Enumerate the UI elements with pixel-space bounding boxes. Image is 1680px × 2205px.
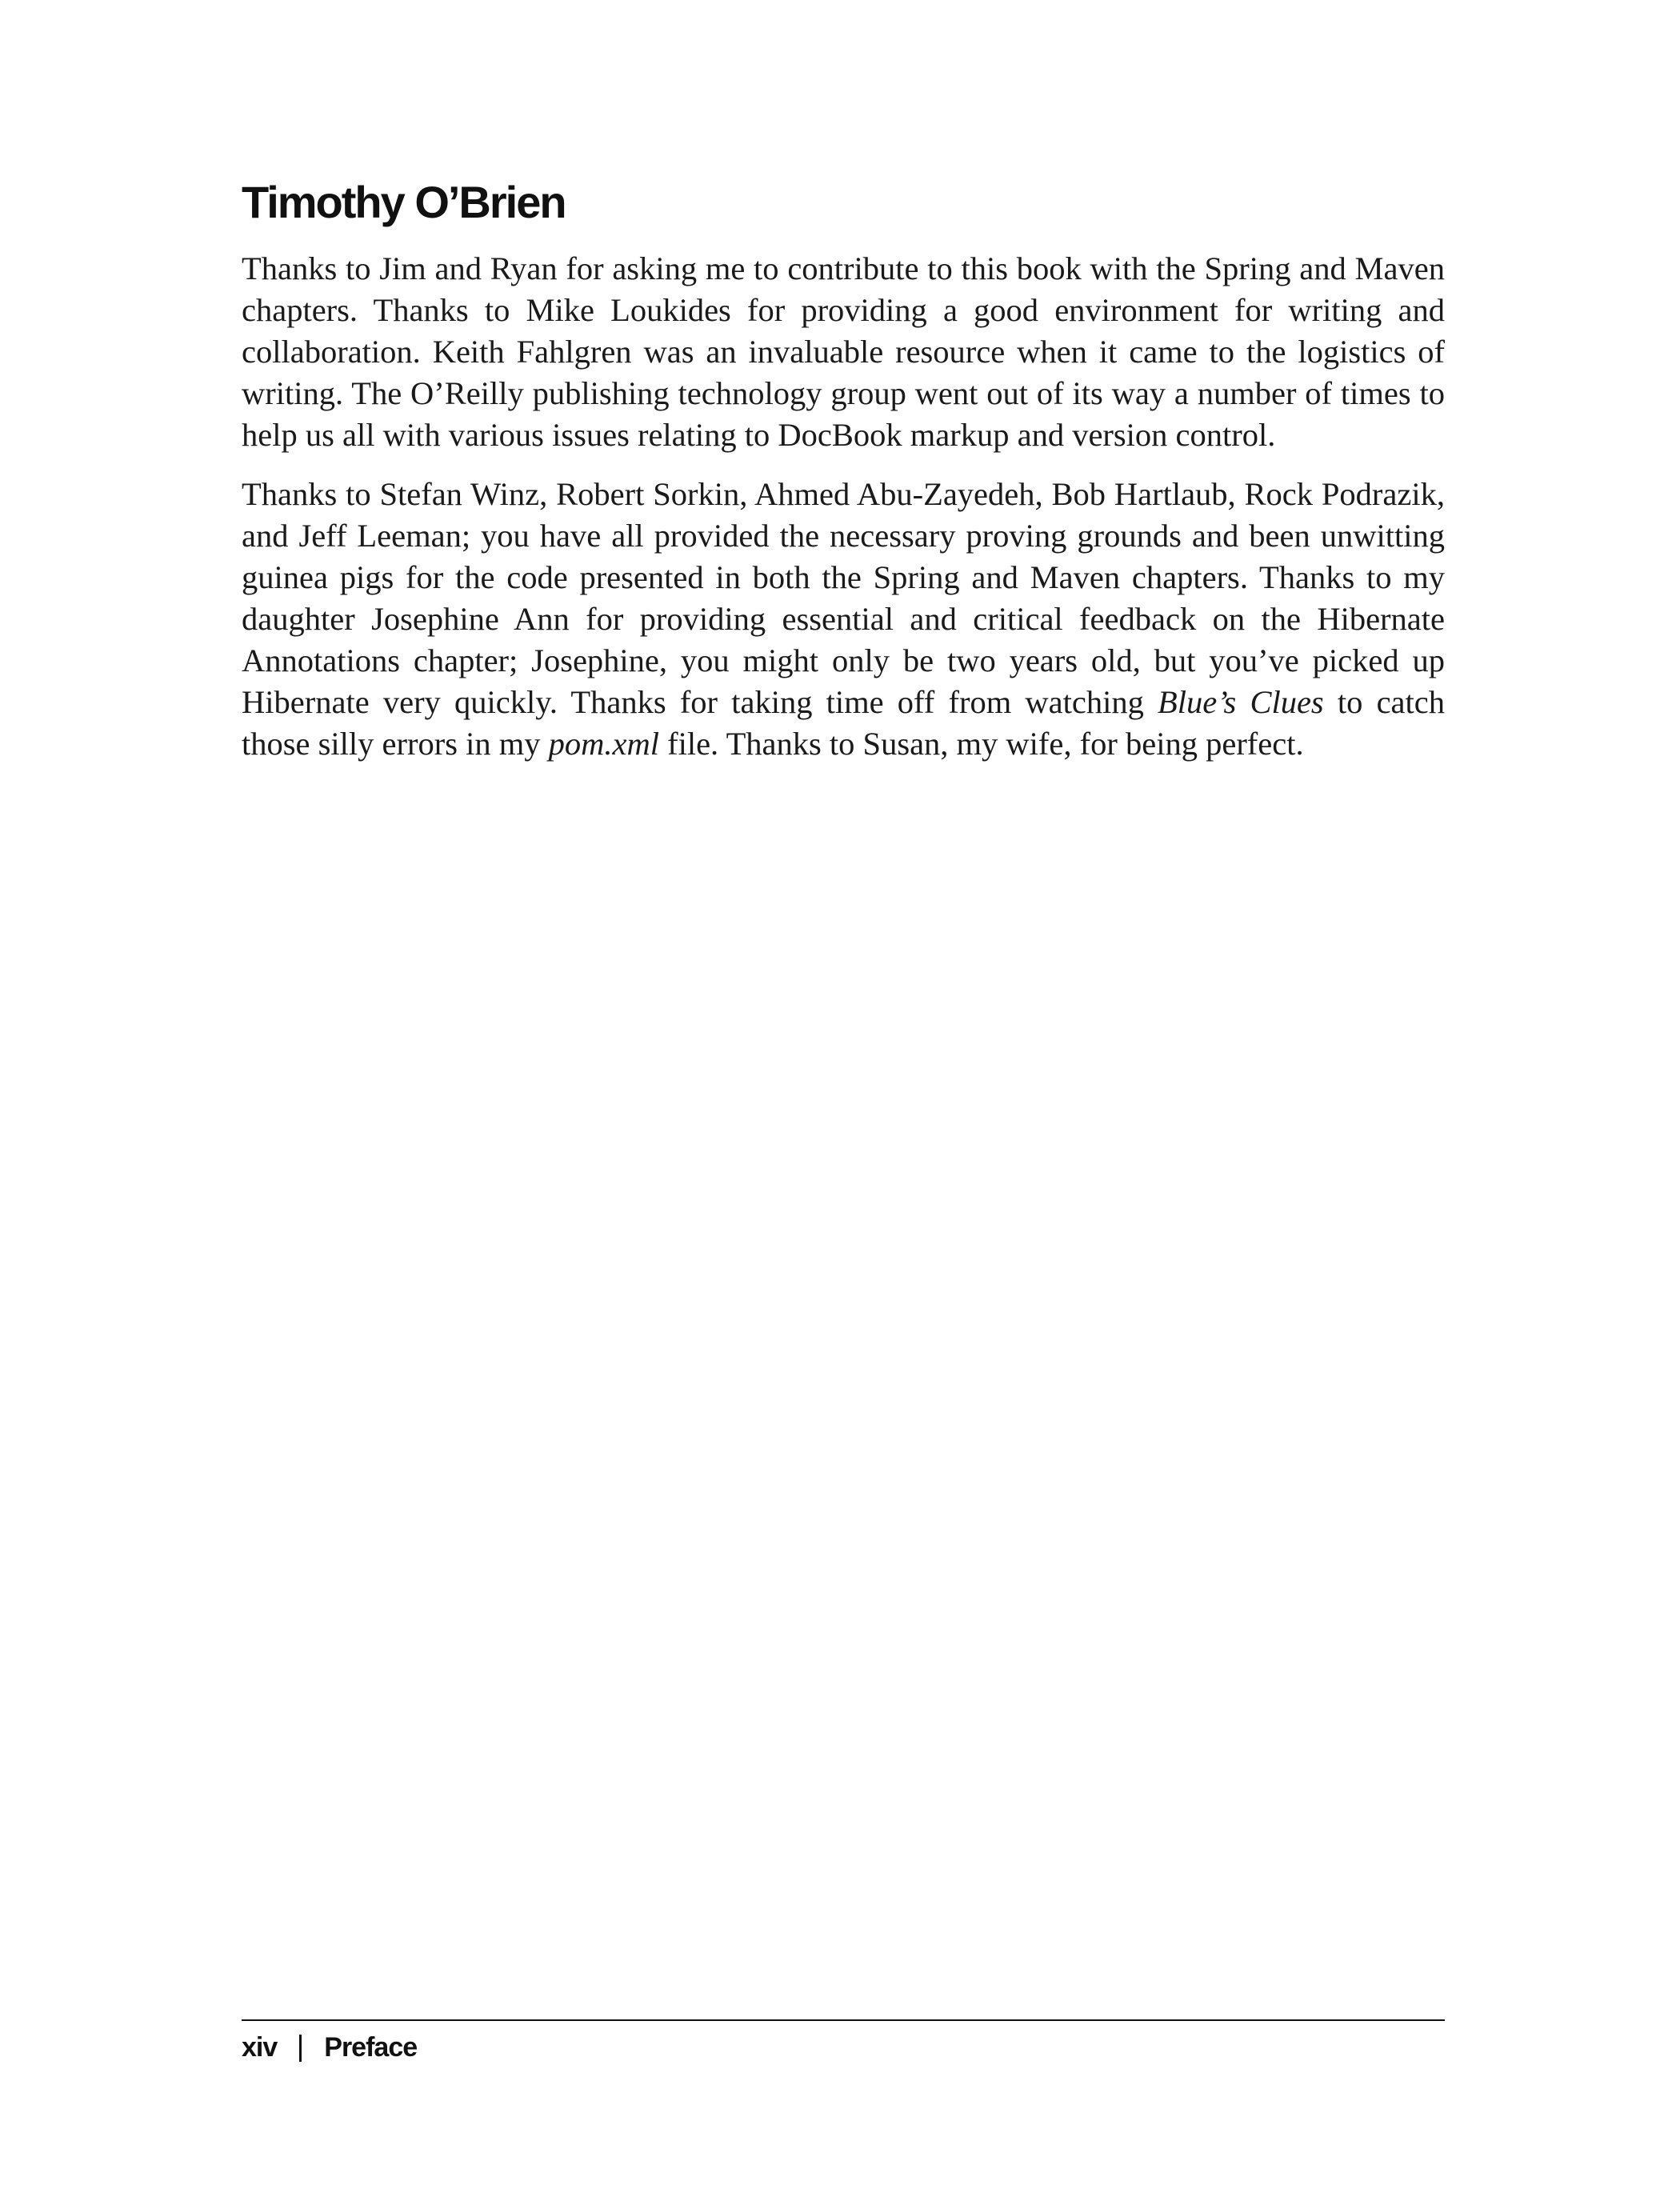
body-text bbox=[242, 248, 1445, 782]
footer-separator bbox=[299, 2035, 302, 2062]
paragraph-2-italic-title: Blue’s Clues bbox=[1158, 684, 1324, 720]
paragraph-1-text: Thanks to Jim and Ryan for asking me to contribute to this book with the Spring and Maven chapters. Thanks to Mike Loukides for providing a good environment for writing and collaboration. Keith Fahlgren was an invaluable resource when it came to the logistics of writing. The O’Reilly publishing technology group went out of its way a number of times to help us all with various issues relating to DocBook markup and version control. bbox=[242, 250, 1445, 453]
page-footer bbox=[242, 2032, 417, 2063]
paragraph-1 bbox=[242, 248, 1445, 456]
paragraph-2-text-b: to catch those silly errors in my bbox=[242, 684, 1445, 762]
section-heading: Timothy O’Brien bbox=[242, 177, 566, 227]
footer-divider bbox=[242, 2019, 1445, 2021]
paragraph-2-text-c: file. Thanks to Susan, my wife, for being perfect. bbox=[658, 726, 1304, 762]
paragraph-2-italic-filename: pom.xml bbox=[548, 726, 659, 762]
paragraph-2-text-a: Thanks to Stefan Winz, Robert Sorkin, Ahmed Abu-Zayedeh, Bob Hartlaub, Rock Podrazik, and Jeff Leeman; you have all provided the necessary proving grounds and been unwitting guinea pigs for the code presented in both the Spring and Maven chapters. Thanks to my daughter Josephine Ann for providing essential and critical feedback on the Hibernate Annotations chapter; Josephine, you might only be two years old, but you’ve picked up Hibernate very quickly. Thanks for taking time off from watching bbox=[242, 476, 1445, 720]
footer-section-title: Preface bbox=[324, 2032, 418, 2063]
paragraph-2 bbox=[242, 474, 1445, 765]
page-number: xiv bbox=[242, 2032, 278, 2063]
